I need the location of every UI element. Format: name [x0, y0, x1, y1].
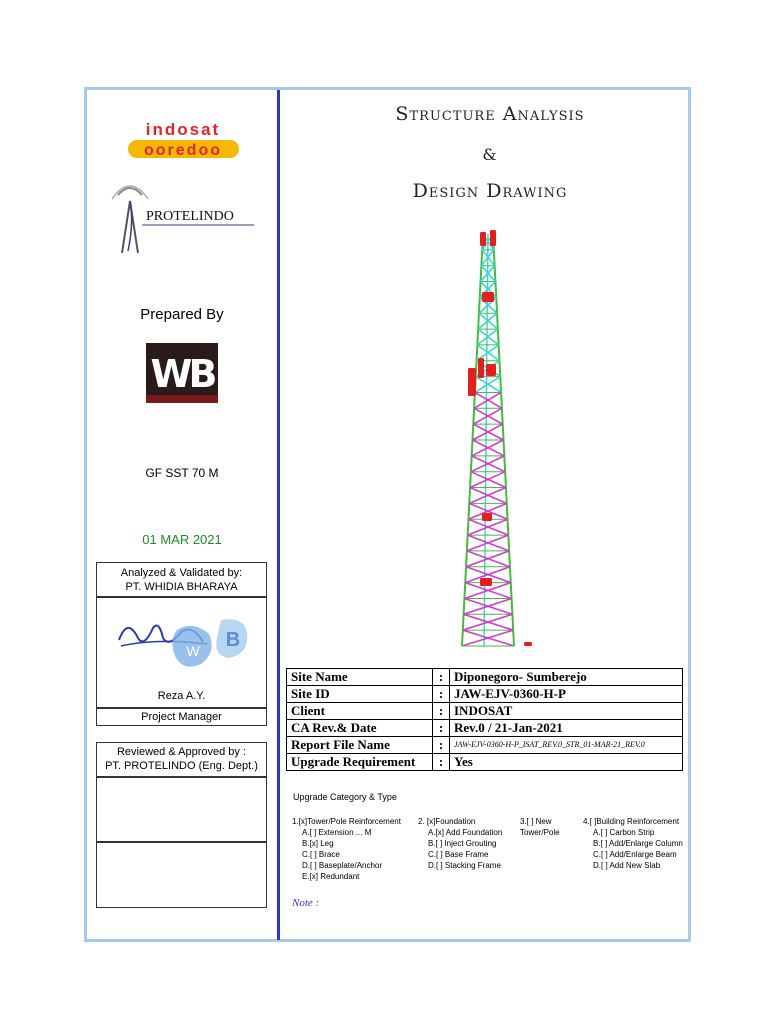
tower-3d-model-image	[440, 228, 536, 654]
upgrade-item: B.[ ] Add/Enlarge Column	[593, 839, 683, 848]
svg-text:B: B	[225, 629, 241, 651]
signer-name: Reza A.Y.	[157, 690, 206, 702]
protelindo-logo	[108, 183, 258, 255]
info-value: Rev.0 / 21-Jan-2021	[450, 720, 683, 737]
upgrade-item: B.[ ] Inject Grouting	[428, 839, 497, 848]
info-value: JAW-EJV-0360-H-P	[450, 686, 683, 703]
upgrade-item: C.[ ] Add/Enlarge Beam	[593, 850, 677, 859]
upgrade-item: 1.[x]Tower/Pole Reinforcement	[292, 817, 401, 826]
info-row	[287, 669, 683, 686]
info-colon: :	[433, 737, 450, 754]
info-label: Client	[287, 703, 433, 720]
column-divider	[277, 90, 280, 940]
indosat-ooredoo-logo	[126, 118, 241, 160]
upgrade-item: A.[ ] Extension ... M	[302, 828, 372, 837]
upgrade-col-building	[583, 816, 683, 871]
upgrade-item: D.[ ] Baseplate/Anchor	[302, 861, 383, 870]
tower-code: GF SST 70 M	[145, 466, 219, 480]
info-value: INDOSAT	[450, 703, 683, 720]
info-value: Diponegoro- Sumberejo	[450, 669, 683, 686]
upgrade-item: 2. [x]Foundation	[418, 817, 476, 826]
info-value: JAW-EJV-0360-H-P_ISAT_REV.0_STR_01-MAR-21_REV.0	[450, 737, 683, 754]
svg-text:W: W	[186, 643, 200, 659]
info-colon: :	[433, 754, 450, 771]
upgrade-item: A.[ ] Carbon Strip	[593, 828, 655, 837]
wb-logo	[146, 343, 218, 403]
info-colon: :	[433, 720, 450, 737]
title-ampersand: &	[482, 145, 498, 164]
info-label: Report File Name	[287, 737, 433, 754]
info-row	[287, 686, 683, 703]
analyzed-label: Analyzed & Validated by:	[120, 567, 243, 579]
upgrade-item: D.[ ] Add New Slab	[593, 861, 661, 870]
info-row	[287, 720, 683, 737]
upgrade-item: D.[ ] Stacking Frame	[428, 861, 501, 870]
note-label: Note :	[292, 897, 320, 909]
upgrade-col-foundation	[418, 816, 502, 871]
info-label: Site ID	[287, 686, 433, 703]
prepared-by-label: Prepared By	[140, 306, 224, 323]
info-label: Upgrade Requirement	[287, 754, 433, 771]
info-row	[287, 754, 683, 771]
signer-role: Project Manager	[96, 708, 267, 726]
upgrade-col-new-tower	[520, 816, 560, 838]
info-row	[287, 703, 683, 720]
title-design-drawing: Design Drawing	[412, 180, 568, 202]
upgrade-item: 3.[ ] New	[520, 817, 552, 826]
reviewed-company: PT. PROTELINDO (Eng. Dept.)	[105, 760, 258, 772]
upgrade-item: 4.[ ]Building Reinforcement	[583, 817, 680, 826]
wb-logo-text: WB	[150, 352, 214, 396]
info-colon: :	[433, 686, 450, 703]
upgrade-item: E.[x] Redundant	[302, 872, 360, 881]
info-colon: :	[433, 669, 450, 686]
indosat-text: indosat	[145, 120, 221, 139]
protelindo-text: PROTELINDO	[146, 209, 234, 224]
site-info-table	[286, 668, 683, 771]
upgrade-item: B.[x] Leg	[302, 839, 334, 848]
upgrade-item: Tower/Pole	[520, 828, 560, 837]
report-date: 01 MAR 2021	[142, 532, 222, 547]
title-structure-analysis: Structure Analysis	[395, 103, 585, 125]
upgrade-category-title: Upgrade Category & Type	[293, 792, 397, 802]
upgrade-item: C.[ ] Base Frame	[428, 850, 489, 859]
info-value: Yes	[450, 754, 683, 771]
info-row	[287, 737, 683, 754]
info-colon: :	[433, 703, 450, 720]
ooredoo-text: ooredoo	[144, 142, 222, 159]
reviewed-label: Reviewed & Approved by :	[116, 746, 247, 758]
upgrade-item: C.[ ] Brace	[302, 850, 340, 859]
analyzed-company: PT. WHIDIA BHARAYA	[125, 581, 238, 593]
upgrade-item: A.[x] Add Foundation	[428, 828, 503, 837]
approval-name-box	[96, 842, 267, 908]
info-label: Site Name	[287, 669, 433, 686]
approval-signature-box	[96, 777, 267, 842]
upgrade-col-tower	[292, 816, 401, 882]
analyzed-by-box	[96, 562, 267, 597]
reviewed-by-box	[96, 742, 267, 777]
info-label: CA Rev.& Date	[287, 720, 433, 737]
